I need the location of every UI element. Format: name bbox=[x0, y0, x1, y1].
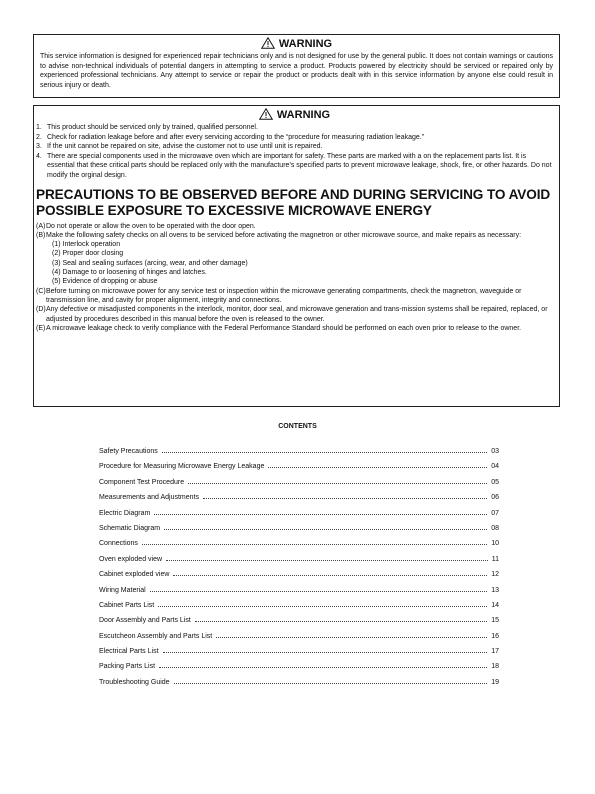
toc-entry[interactable] bbox=[99, 555, 499, 570]
toc-entry-title: Troubleshooting Guide bbox=[99, 678, 170, 686]
toc-leader-dots bbox=[203, 498, 487, 499]
toc-entry-page: 15 bbox=[491, 617, 499, 625]
toc-entry-title: Cabinet exploded view bbox=[99, 571, 170, 579]
toc-leader-dots bbox=[163, 652, 488, 653]
toc-entry[interactable] bbox=[99, 570, 499, 585]
list-item: (E) A microwave leakage check to verify compliance with the Federal Performance Standard should be performed on each oven prior to release to the owner. bbox=[36, 324, 522, 332]
toc-entry[interactable] bbox=[99, 632, 499, 647]
contents-title: CONTENTS bbox=[278, 423, 317, 430]
toc-entry-page: 07 bbox=[491, 509, 499, 517]
toc-entry-title: Connections bbox=[99, 540, 138, 548]
toc-entry-title: Cabinet Parts List bbox=[99, 601, 155, 609]
toc-entry-page: 13 bbox=[491, 586, 499, 594]
list-item: 3. If the unit cannot be repaired on site, advise the customer not to use until unit is repaired. bbox=[36, 143, 323, 151]
toc-entry-title: Electric Diagram bbox=[99, 509, 151, 517]
toc-entry-title: Procedure for Measuring Microwave Energy Leakage bbox=[99, 463, 265, 471]
toc-leader-dots bbox=[142, 544, 487, 545]
list-item: (4) Damage to or loosening of hinges and latches. bbox=[52, 269, 207, 277]
toc-entry[interactable] bbox=[99, 478, 499, 493]
toc-entry-title: Door Assembly and Parts List bbox=[99, 617, 191, 625]
toc-leader-dots bbox=[166, 560, 488, 561]
toc-leader-dots bbox=[268, 467, 487, 468]
warning-triangle-icon bbox=[261, 37, 275, 49]
list-item: 4. There are special components used in the microwave oven which are important for safety. These parts are marked with a on the replacement parts list. It is essential that these critical parts should be replaced only with the manufacture’s specified parts to prevent microwave leakage, shock, fire, or other hazards. Do not modify the orginal design. bbox=[36, 152, 552, 179]
toc-entry-title: Component Test Procedure bbox=[99, 478, 185, 486]
toc-entry[interactable] bbox=[99, 493, 499, 508]
table-of-contents bbox=[99, 447, 499, 693]
list-item: (5) Evidence of dropping or abuse bbox=[52, 278, 158, 286]
warning-heading: WARNING bbox=[36, 108, 553, 123]
toc-entry[interactable] bbox=[99, 524, 499, 539]
toc-entry-title: Escutcheon Assembly and Parts List bbox=[99, 632, 213, 640]
warning-triangle-icon bbox=[259, 108, 273, 120]
list-item: 1. This product should be serviced only by trained, qualified personnel. bbox=[36, 124, 258, 131]
toc-entry[interactable] bbox=[99, 662, 499, 677]
toc-leader-dots bbox=[150, 591, 488, 592]
toc-entry[interactable] bbox=[99, 647, 499, 662]
toc-entry-page: 06 bbox=[491, 494, 499, 502]
toc-entry-page: 19 bbox=[491, 678, 499, 686]
toc-entry[interactable] bbox=[99, 601, 499, 616]
toc-entry[interactable] bbox=[99, 447, 499, 462]
toc-entry[interactable] bbox=[99, 509, 499, 524]
list-item: (A) Do not operate or allow the oven to be operated with the door open. bbox=[36, 222, 256, 230]
warning-heading: WARNING bbox=[40, 37, 553, 52]
precautions-list bbox=[36, 222, 553, 334]
toc-leader-dots bbox=[195, 621, 487, 622]
toc-entry-title: Schematic Diagram bbox=[99, 524, 161, 532]
list-item: (B) Make the following safety checks on all ovens to be serviced before activating the magnetron or other microwave source, and make repairs as necessary: (1) Interlock operation (2) Proper door closing (3) Seal and sealing surfaces (arcing, wear, and other damage) (4) Damage to or loosening of hinges and latches. (5) Evidence of dropping or abuse bbox=[36, 231, 553, 287]
safety-check-list bbox=[46, 240, 553, 286]
toc-entry-page: 03 bbox=[491, 448, 499, 455]
toc-entry-page: 14 bbox=[491, 601, 499, 609]
toc-entry-page: 11 bbox=[491, 555, 499, 563]
toc-entry-title: Electrical Parts List bbox=[99, 648, 159, 656]
toc-entry[interactable] bbox=[99, 539, 499, 554]
toc-entry-title: Measurements and Adjustments bbox=[99, 494, 199, 502]
toc-entry-title: Wiring Material bbox=[99, 586, 146, 594]
toc-entry-title: Oven exploded view bbox=[99, 555, 163, 563]
toc-leader-dots bbox=[159, 667, 487, 668]
toc-leader-dots bbox=[164, 529, 487, 530]
warning-box-safety bbox=[33, 105, 560, 407]
toc-leader-dots bbox=[154, 514, 487, 515]
toc-leader-dots bbox=[162, 452, 487, 453]
toc-entry-title: Safety Precautions bbox=[99, 448, 158, 455]
warning-text: This service information is designed for experienced repair technicians only and is not designed for use by the general public. It does not contain warnings or cautions to advise non-technical individuals of potential dangers in attempting to service a product. Products powered by electricity should be serviced or repaired only by experienced professional technicians. Any attempt to service or repair the product or products dealt with in this service information by anyone else could result in serious injury or death. bbox=[40, 53, 553, 89]
toc-entry-page: 10 bbox=[491, 540, 499, 548]
toc-entry-page: 12 bbox=[491, 571, 499, 579]
warning-list bbox=[36, 123, 553, 181]
toc-entry[interactable] bbox=[99, 462, 499, 477]
toc-entry[interactable] bbox=[99, 678, 499, 693]
toc-leader-dots bbox=[188, 483, 487, 484]
toc-entry-page: 16 bbox=[491, 632, 499, 640]
list-item: 2. Check for radiation leakage before and after every servicing according to the “procedure for measuring radiation leakage.” bbox=[36, 133, 425, 141]
toc-entry[interactable] bbox=[99, 586, 499, 601]
list-item: (2) Proper door closing bbox=[52, 250, 124, 258]
list-item: (1) Interlock operation bbox=[52, 241, 121, 249]
toc-entry-title: Packing Parts List bbox=[99, 663, 156, 671]
toc-entry-page: 18 bbox=[491, 663, 499, 671]
precautions-title: PRECAUTIONS TO BE OBSERVED BEFORE AND DURING SERVICING TO AVOID POSSIBLE EXPOSURE TO EXCESSIVE MICROWAVE ENERGY bbox=[36, 186, 551, 219]
toc-entry[interactable] bbox=[99, 616, 499, 631]
toc-leader-dots bbox=[173, 575, 487, 576]
warning-box-general bbox=[33, 34, 560, 98]
toc-entry-page: 05 bbox=[491, 478, 499, 486]
toc-leader-dots bbox=[158, 606, 487, 607]
toc-entry-page: 04 bbox=[491, 463, 499, 471]
toc-leader-dots bbox=[174, 683, 488, 684]
toc-entry-page: 08 bbox=[491, 524, 499, 532]
toc-leader-dots bbox=[216, 637, 487, 638]
list-item: (C) Before turning on microwave power for any service test or inspection within the microwave generating compartments, check the magnetron, waveguide or transmission line, and cavity for proper alignment, integrity and connections. bbox=[36, 287, 522, 304]
toc-entry-page: 17 bbox=[491, 648, 499, 656]
list-item: (D) Any defective or misadjusted components in the interlock, monitor, door seal, and microwave generation and trans-mission systems shall be repaired, replaced, or adjusted by procedures described in this manual before the oven is released to the owner. bbox=[36, 306, 548, 323]
list-item: (3) Seal and sealing surfaces (arcing, wear, and other damage) bbox=[52, 259, 248, 267]
